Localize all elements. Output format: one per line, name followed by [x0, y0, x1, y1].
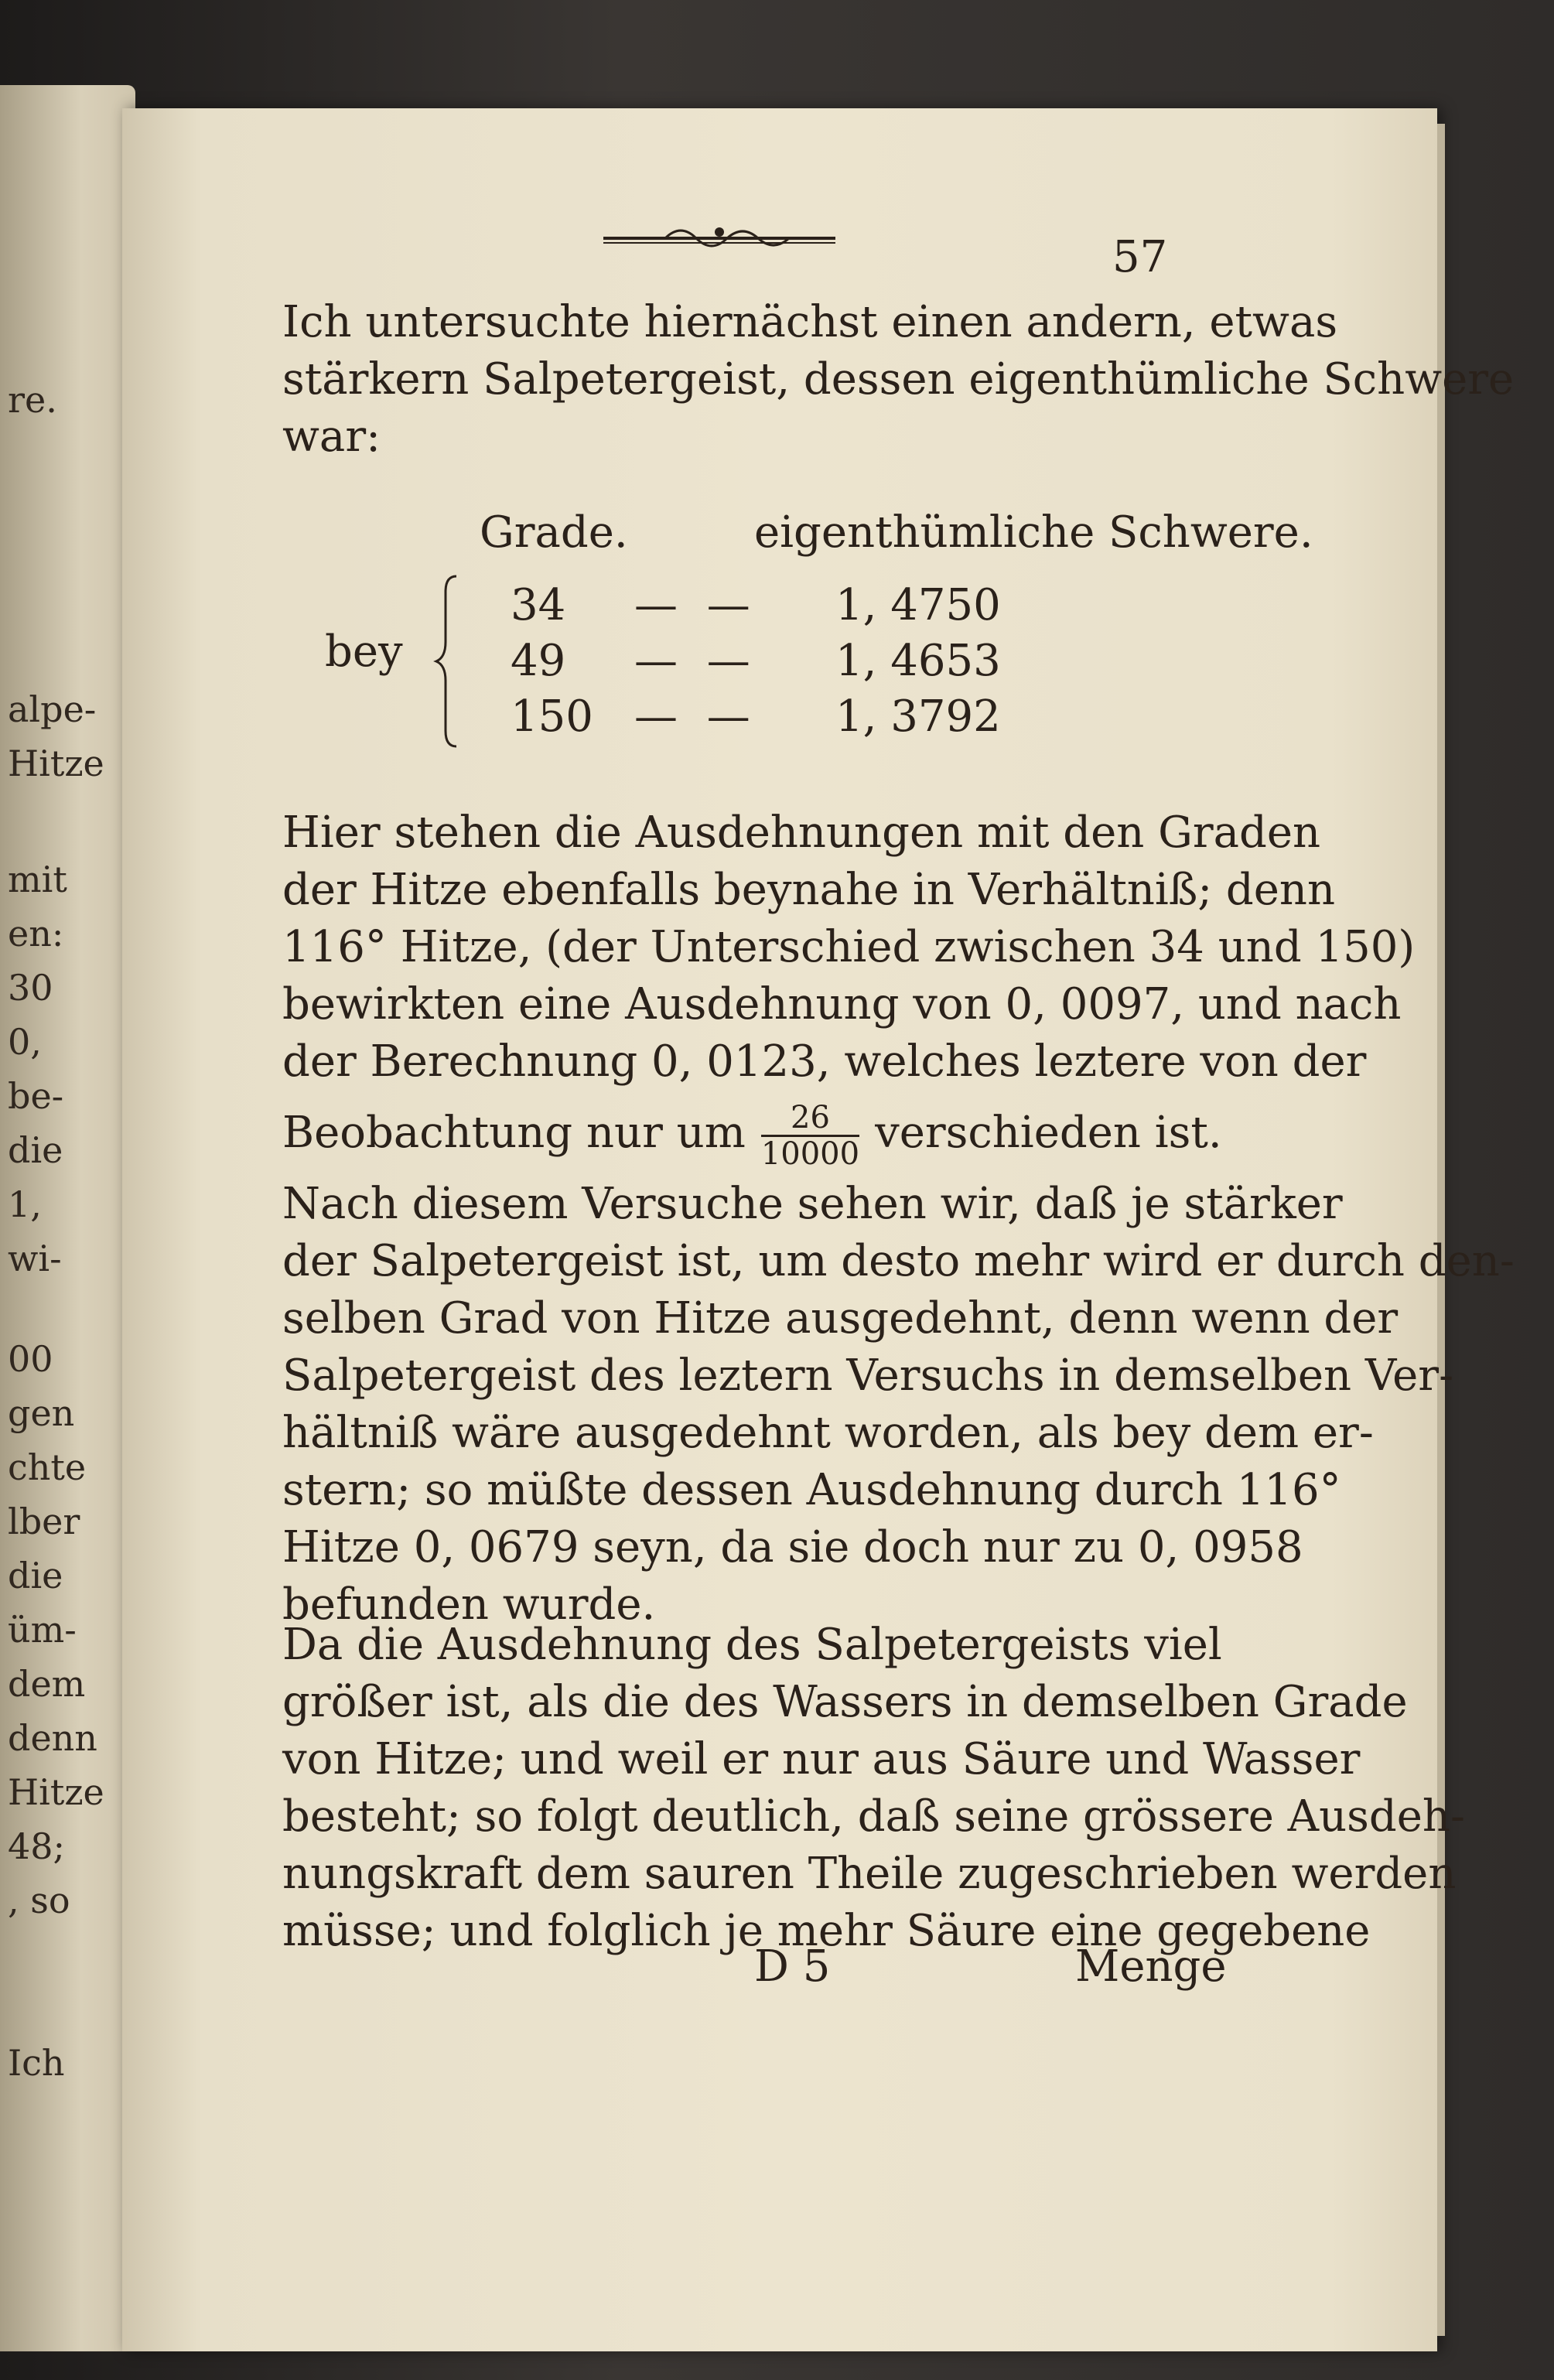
paragraph-2: [282, 804, 1415, 1176]
weight-value: 1, 3792: [835, 691, 1001, 742]
prev-fragment: lber: [8, 1501, 80, 1542]
weight-value: 1, 4653: [835, 636, 1001, 686]
table-header-grade: Grade.: [480, 507, 628, 558]
prev-fragment: 48;: [8, 1825, 66, 1867]
table-label-bey: bey: [325, 627, 403, 677]
text-line: Da die Ausdehnung des Salpetergeists viel: [282, 1620, 1222, 1670]
text-line: [282, 1091, 1415, 1176]
dash-separator: — —: [634, 691, 758, 742]
text-line: Hitze 0, 0679 seyn, da sie doch nur zu 0, 0958: [282, 1522, 1303, 1572]
text-line: selben Grad von Hitze ausgedehnt, denn wenn der: [282, 1293, 1399, 1344]
paragraph-3: [282, 1176, 1515, 1634]
fraction: [761, 1101, 859, 1171]
text-segment: Beobachtung nur um: [282, 1108, 746, 1158]
prev-fragment: be-: [8, 1075, 64, 1117]
grade-value: 150: [511, 691, 593, 742]
paragraph-1: [282, 294, 1514, 466]
table-row: [511, 580, 1001, 630]
prev-fragment: 0,: [8, 1021, 42, 1063]
text-line: der Salpetergeist ist, um desto mehr wird er durch den-: [282, 1236, 1515, 1286]
signature-mark: D 5: [754, 1941, 831, 1992]
header-ornament: [596, 215, 843, 261]
prev-fragment: chte: [8, 1446, 87, 1488]
grade-value: 49: [511, 636, 566, 686]
text-line: befunden wurde.: [282, 1579, 656, 1630]
prev-fragment: üm-: [8, 1609, 77, 1651]
previous-page: [0, 85, 135, 2351]
page-number: 57: [1112, 232, 1168, 282]
prev-fragment: 00: [8, 1338, 53, 1380]
prev-fragment: Hitze: [8, 743, 104, 784]
table-row: [511, 691, 1001, 742]
text-line: der Hitze ebenfalls beynahe in Verhältniß; denn: [282, 865, 1336, 915]
text-line: bewirkten eine Ausdehnung von 0, 0097, und nach: [282, 979, 1402, 1030]
prev-fragment: dem: [8, 1663, 86, 1705]
text-line: hältniß wäre ausgedehnt worden, als bey dem er-: [282, 1408, 1374, 1458]
prev-fragment: Ich: [8, 2042, 65, 2084]
prev-fragment: denn: [8, 1717, 97, 1759]
text-line: von Hitze; und weil er nur aus Säure und Wasser: [282, 1734, 1361, 1784]
text-line: war:: [282, 411, 381, 462]
text-line: besteht; so folgt deutlich, daß seine grössere Ausdeh-: [282, 1791, 1465, 1842]
prev-fragment: en:: [8, 913, 64, 954]
fraction-denominator: 10000: [760, 1136, 860, 1172]
prev-fragment: alpe-: [8, 688, 97, 730]
prev-fragment: 1,: [8, 1183, 42, 1225]
text-line: 116° Hitze, (der Unterschied zwischen 34 und 150): [282, 922, 1416, 972]
fraction-numerator: 26: [761, 1101, 859, 1137]
text-line: müsse; und folglich je mehr Säure eine gegebene: [282, 1906, 1371, 1956]
prev-fragment: gen: [8, 1392, 75, 1434]
prev-fragment: Hitze: [8, 1771, 104, 1813]
prev-fragment: re.: [8, 379, 57, 421]
prev-fragment: , so: [8, 1880, 70, 1921]
weight-value: 1, 4750: [835, 580, 1001, 630]
text-line: der Berechnung 0, 0123, welches leztere von der: [282, 1036, 1367, 1087]
text-line: Hier stehen die Ausdehnungen mit den Graden: [282, 808, 1321, 858]
text-line: Ich untersuchte hiernächst einen andern, etwas: [282, 297, 1338, 347]
prev-fragment: mit: [8, 859, 67, 900]
prev-fragment: die: [8, 1555, 63, 1596]
text-line: stärkern Salpetergeist, dessen eigenthümliche Schwere: [282, 354, 1515, 405]
text-line: Nach diesem Versuche sehen wir, daß je stärker: [282, 1179, 1343, 1229]
text-line: größer ist, als die des Wassers in demselben Grade: [282, 1677, 1408, 1727]
curly-brace-icon: [433, 572, 464, 750]
text-line: Salpetergeist des leztern Versuchs in demselben Ver-: [282, 1350, 1453, 1401]
text-segment: verschieden ist.: [875, 1108, 1222, 1158]
table-header-weight: eigenthümliche Schwere.: [754, 507, 1313, 558]
dash-separator: — —: [634, 580, 758, 630]
catchword: Menge: [1075, 1941, 1227, 1992]
dash-separator: — —: [634, 636, 758, 686]
prev-fragment: die: [8, 1129, 63, 1171]
text-line: stern; so müßte dessen Ausdehnung durch 116°: [282, 1465, 1341, 1515]
paragraph-4: [282, 1617, 1465, 1960]
prev-fragment: 30: [8, 967, 53, 1009]
prev-fragment: wi-: [8, 1238, 62, 1279]
text-line: nungskraft dem sauren Theile zugeschrieben werden: [282, 1849, 1457, 1899]
grade-value: 34: [511, 580, 566, 630]
table-row: [511, 636, 1001, 686]
